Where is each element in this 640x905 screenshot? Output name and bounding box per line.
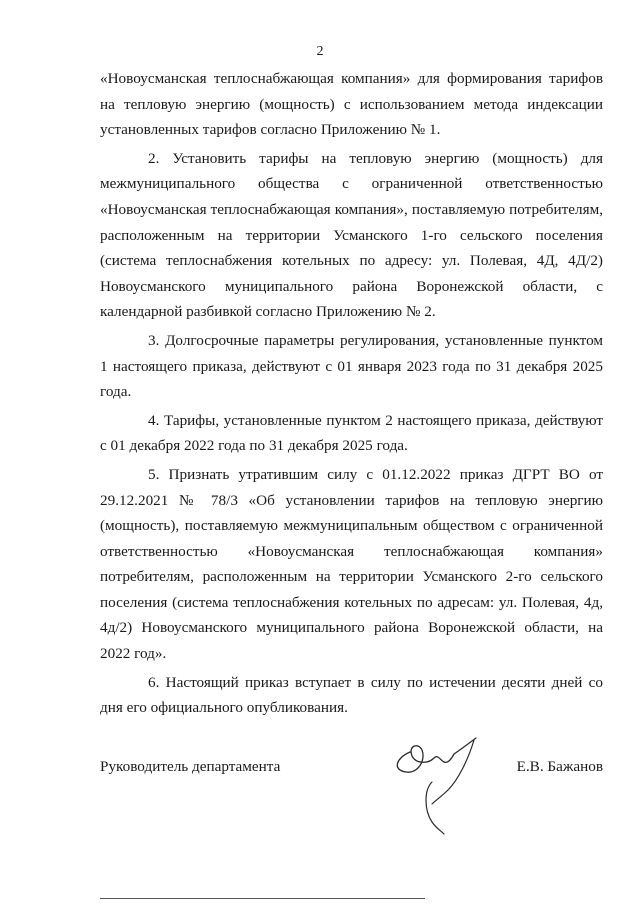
signatory-name: Е.В. Бажанов — [516, 758, 603, 775]
paragraph-item-2: 2. Установить тарифы на тепловую энергию (мощность) для межмуниципального общества с ограниченной ответственностью «Новоусманская теплоснабжающая компания», поставляемую потребителям, расположенным на территории Усманского 1-го сельского поселения (система теплоснабжения котельных по адресу: ул. Полевая, 4Д, 4Д/2) Новоусманского муниципального района Воронежской области, с календарной разбивкой согласно Приложению № 2. — [100, 149, 603, 321]
signatory-title: Руководитель департамента — [100, 758, 281, 775]
footer-divider — [100, 898, 425, 899]
handwritten-signature — [388, 730, 488, 840]
signature-block — [100, 750, 603, 780]
page-number: 2 — [316, 44, 324, 59]
document-body — [100, 66, 603, 724]
paragraph-item-5: 5. Признать утратившим силу с 01.12.2022 приказ ДГРТ ВО от 29.12.2021 № 78/3 «Об установлении тарифов на тепловую энергию (мощность), поставляемую межмуниципальным обществом с ограниченной ответственностью «Новоусманская теплоснабжающая компания» потребителям, расположенным на территории Усманского 2-го сельского поселения (система теплоснабжения котельных по адресам: ул. Полевая, 4д, 4д/2) Новоусманского муниципального района Воронежской области, на 2022 год». — [100, 465, 603, 663]
paragraph-item-4: 4. Тарифы, установленные пунктом 2 настоящего приказа, действуют с 01 декабря 2022 года по 31 декабря 2025 года. — [100, 411, 603, 455]
paragraph-item-6: 6. Настоящий приказ вступает в силу по истечении десяти дней со дня его официального опубликования. — [100, 673, 603, 717]
paragraph-continuation: «Новоусманская теплоснабжающая компания» для формирования тарифов на тепловую энергию (мощность) с использованием метода индексации установленных тарифов согласно Приложению № 1. — [100, 70, 603, 139]
paragraph-item-3: 3. Долгосрочные параметры регулирования, установленные пунктом 1 настоящего приказа, действуют с 01 января 2023 года по 31 декабря 2025 года. — [100, 331, 603, 401]
